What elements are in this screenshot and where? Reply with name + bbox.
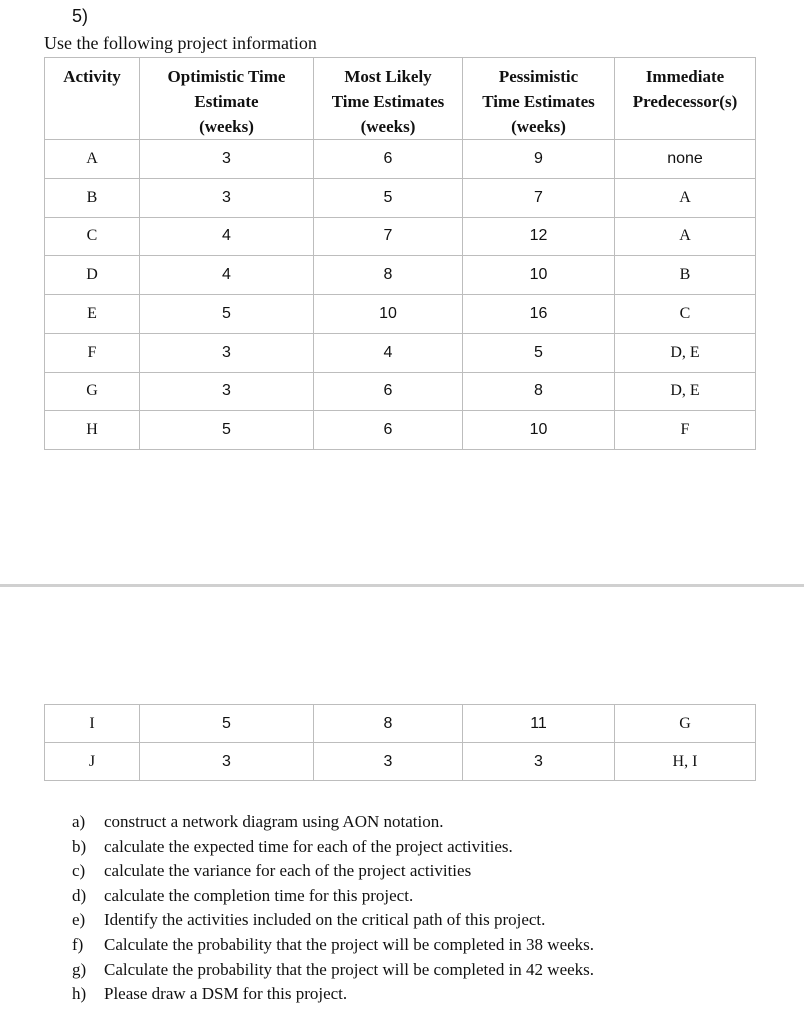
item-text: construct a network diagram using AON notation. <box>104 812 444 831</box>
question-list <box>72 810 594 1007</box>
optimistic-cell: 4 <box>140 256 314 295</box>
item-label: d) <box>72 885 87 905</box>
header-line: (weeks) <box>360 117 416 136</box>
header-predecessors <box>615 58 756 140</box>
list-item <box>72 884 594 909</box>
item-label: a) <box>72 812 86 831</box>
predecessor-cell: C <box>615 295 756 334</box>
activity-cell: A <box>45 140 140 179</box>
table-row <box>45 295 756 334</box>
pessimistic-cell: 7 <box>463 178 615 217</box>
table-row <box>45 411 756 450</box>
pessimistic-cell: 5 <box>463 333 615 372</box>
header-line: Estimate <box>194 92 259 111</box>
header-line: Activity <box>63 67 121 86</box>
predecessor-cell: H, I <box>615 743 756 781</box>
item-text: calculate the expected time for each of the project activities. <box>104 836 513 856</box>
list-item <box>72 908 594 933</box>
most-likely-cell: 6 <box>314 372 463 411</box>
table-row <box>45 140 756 179</box>
item-label: g) <box>72 959 87 979</box>
list-item <box>72 859 594 884</box>
most-likely-cell: 4 <box>314 333 463 372</box>
predecessor-cell: G <box>615 705 756 743</box>
list-item <box>72 982 594 1007</box>
most-likely-cell: 10 <box>314 295 463 334</box>
predecessor-cell: B <box>615 256 756 295</box>
predecessor-cell: none <box>615 140 756 179</box>
header-most-likely <box>314 58 463 140</box>
predecessor-cell: D, E <box>615 333 756 372</box>
question-number: 5) <box>72 6 89 26</box>
most-likely-cell: 8 <box>314 705 463 743</box>
item-label: f) <box>72 934 84 954</box>
pessimistic-cell: 12 <box>463 217 615 256</box>
pessimistic-cell: 3 <box>463 743 615 781</box>
optimistic-cell: 3 <box>140 743 314 781</box>
item-label: e) <box>72 910 86 930</box>
list-item <box>72 958 594 983</box>
list-item <box>72 835 594 860</box>
predecessor-cell: A <box>615 178 756 217</box>
pessimistic-cell: 9 <box>463 140 615 179</box>
header-activity <box>45 58 140 140</box>
header-line: Optimistic Time <box>167 67 286 86</box>
item-text: Calculate the probability that the project will be completed in 38 weeks. <box>104 934 595 954</box>
activity-table-continued <box>44 704 756 781</box>
table-row <box>45 743 756 781</box>
most-likely-cell: 7 <box>314 217 463 256</box>
optimistic-cell: 3 <box>140 178 314 217</box>
table-row <box>45 705 756 743</box>
predecessor-cell: F <box>615 411 756 450</box>
item-text: Calculate the probability that the project will be completed in 42 weeks. <box>104 959 595 979</box>
optimistic-cell: 3 <box>140 372 314 411</box>
most-likely-cell: 5 <box>314 178 463 217</box>
most-likely-cell: 8 <box>314 256 463 295</box>
header-line: (weeks) <box>199 117 254 136</box>
header-optimistic <box>140 58 314 140</box>
activity-cell: J <box>45 743 140 781</box>
activity-cell: B <box>45 178 140 217</box>
optimistic-cell: 5 <box>140 705 314 743</box>
table-row <box>45 217 756 256</box>
item-text: calculate the variance for each of the project activities <box>104 861 472 881</box>
most-likely-cell: 6 <box>314 411 463 450</box>
table-row <box>45 178 756 217</box>
header-pessimistic <box>463 58 615 140</box>
table-row <box>45 333 756 372</box>
pessimistic-cell: 16 <box>463 295 615 334</box>
header-line: Time Estimates <box>331 92 445 111</box>
optimistic-cell: 4 <box>140 217 314 256</box>
pessimistic-cell: 10 <box>463 256 615 295</box>
activity-table <box>44 57 756 450</box>
table-row <box>45 372 756 411</box>
header-line: Pessimistic <box>498 67 579 86</box>
optimistic-cell: 3 <box>140 333 314 372</box>
header-line: Time Estimates <box>482 92 595 111</box>
item-label: b) <box>72 836 87 856</box>
header-line: Immediate <box>645 67 725 86</box>
activity-cell: D <box>45 256 140 295</box>
item-label: c) <box>72 861 86 881</box>
activity-cell: F <box>45 333 140 372</box>
list-item <box>72 810 594 835</box>
optimistic-cell: 5 <box>140 295 314 334</box>
most-likely-cell: 6 <box>314 140 463 179</box>
activity-cell: C <box>45 217 140 256</box>
item-text: Identify the activities included on the critical path of this project. <box>104 910 546 930</box>
item-label: h) <box>72 984 87 1004</box>
activity-cell: E <box>45 295 140 334</box>
item-text: calculate the completion time for this project. <box>104 885 414 905</box>
activity-cell: G <box>45 372 140 411</box>
activity-cell: I <box>45 705 140 743</box>
intro-text: Use the following project information <box>44 33 317 53</box>
table-row <box>45 256 756 295</box>
activity-cell: H <box>45 411 140 450</box>
pessimistic-cell: 11 <box>463 705 615 743</box>
optimistic-cell: 5 <box>140 411 314 450</box>
pessimistic-cell: 8 <box>463 372 615 411</box>
page-break-divider <box>0 584 804 587</box>
list-item <box>72 933 594 958</box>
predecessor-cell: A <box>615 217 756 256</box>
predecessor-cell: D, E <box>615 372 756 411</box>
header-line: Predecessor(s) <box>632 92 738 111</box>
header-line: Most Likely <box>344 67 432 86</box>
table-header-row <box>45 58 756 140</box>
optimistic-cell: 3 <box>140 140 314 179</box>
pessimistic-cell: 10 <box>463 411 615 450</box>
most-likely-cell: 3 <box>314 743 463 781</box>
item-text: Please draw a DSM for this project. <box>104 984 348 1004</box>
header-line: (weeks) <box>511 117 566 136</box>
